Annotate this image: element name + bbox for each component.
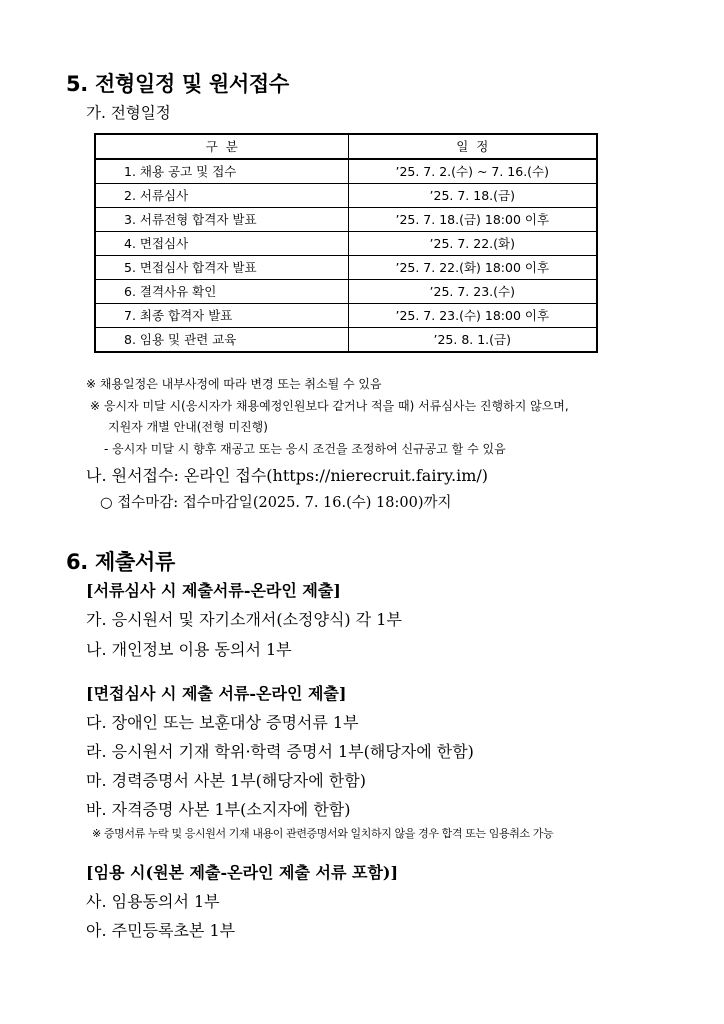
row-item: 2. 서류심사 (95, 184, 348, 208)
row-date: ’25. 7. 23.(수) (348, 280, 597, 304)
schedule-note: ※ 채용일정은 내부사정에 따라 변경 또는 취소될 수 있음 (86, 377, 382, 391)
group-heading-document-review: [서류심사 시 제출서류-온라인 제출] (86, 581, 341, 600)
list-item: 사. 임용동의서 1부 (86, 892, 220, 911)
table-row (95, 232, 597, 256)
table-row (95, 208, 597, 232)
table-header-row (95, 134, 597, 159)
repost-note: - 응시자 미달 시 향후 재공고 또는 응시 조건을 조정하여 신규공고 할 수 있음 (104, 442, 506, 456)
row-date: ’25. 7. 22.(화) 18:00 이후 (348, 256, 597, 280)
row-item: 7. 최종 합격자 발표 (95, 304, 348, 328)
row-item: 6. 결격사유 확인 (95, 280, 348, 304)
row-item: 3. 서류전형 합격자 발표 (95, 208, 348, 232)
section-6-title: 6. 제출서류 (66, 550, 175, 574)
table-row (95, 159, 597, 184)
section-5-title: 5. 전형일정 및 원서접수 (66, 72, 289, 96)
application-online: 나. 원서접수: 온라인 접수(https://nierecruit.fairy.im/) (86, 466, 489, 485)
group-heading-interview: [면접심사 시 제출 서류-온라인 제출] (86, 684, 347, 703)
table-row (95, 184, 597, 208)
row-date: ’25. 7. 18.(금) (348, 184, 597, 208)
table-row (95, 328, 597, 353)
row-date: ’25. 7. 22.(화) (348, 232, 597, 256)
row-item: 1. 채용 공고 및 접수 (95, 159, 348, 184)
schedule-table (94, 133, 598, 353)
documents-warning-note: ※ 증명서류 누락 및 응시원서 기재 내용이 관련증명서와 일치하지 않을 경우 합격 또는 임용취소 가능 (92, 827, 554, 840)
list-item: 마. 경력증명서 사본 1부(해당자에 한함) (86, 771, 366, 790)
row-item: 8. 임용 및 관련 교육 (95, 328, 348, 353)
group-heading-appointment: [임용 시(원본 제출-온라인 제출 서류 포함)] (86, 863, 399, 882)
row-item: 5. 면접심사 합격자 발표 (95, 256, 348, 280)
list-item: 라. 응시원서 기재 학위·학력 증명서 1부(해당자에 한함) (86, 742, 474, 761)
header-schedule: 일 정 (348, 134, 597, 159)
list-item: 바. 자격증명 사본 1부(소지자에 한함) (86, 800, 351, 819)
list-item: 가. 응시원서 및 자기소개서(소정양식) 각 1부 (86, 610, 402, 629)
shortage-note-cont: 지원자 개별 안내(전형 미진행) (108, 420, 268, 434)
table-row (95, 304, 597, 328)
row-date: ’25. 8. 1.(금) (348, 328, 597, 353)
row-date: ’25. 7. 18.(금) 18:00 이후 (348, 208, 597, 232)
list-item: 아. 주민등록초본 1부 (86, 921, 236, 940)
header-category: 구 분 (95, 134, 348, 159)
row-date: ’25. 7. 2.(수) ~ 7. 16.(수) (348, 159, 597, 184)
list-item: 다. 장애인 또는 보훈대상 증명서류 1부 (86, 713, 359, 732)
table-row (95, 280, 597, 304)
table-row (95, 256, 597, 280)
list-item: 나. 개인정보 이용 동의서 1부 (86, 640, 292, 659)
application-deadline: ○ 접수마감: 접수마감일(2025. 7. 16.(수) 18:00)까지 (100, 495, 452, 511)
row-item: 4. 면접심사 (95, 232, 348, 256)
row-date: ’25. 7. 23.(수) 18:00 이후 (348, 304, 597, 328)
schedule-subtitle: 가. 전형일정 (86, 104, 171, 122)
shortage-note: ※ 응시자 미달 시(응시자가 채용예정인원보다 같거나 적을 때) 서류심사는 진행하지 않으며, (90, 399, 569, 413)
